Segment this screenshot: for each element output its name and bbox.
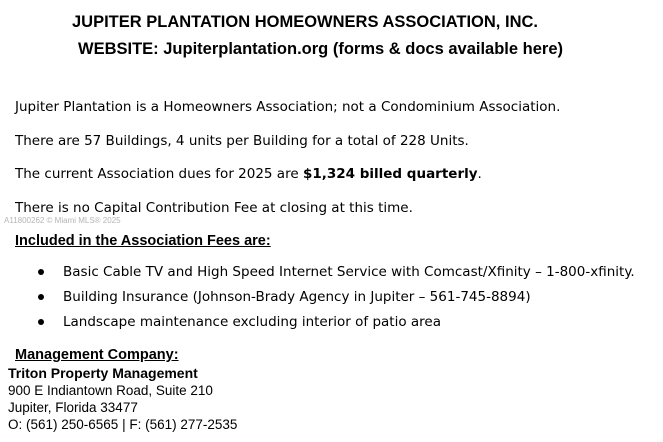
dues-line <box>15 166 482 182</box>
fee-item-text: Landscape maintenance excluding interior of patio area <box>63 314 441 330</box>
units-line: There are 57 Buildings, 4 units per Building for a total of 228 Units. <box>15 133 469 149</box>
dues-prefix: The current Association dues for 2025 are <box>15 166 303 182</box>
list-item <box>36 289 635 314</box>
management-phone-fax: O: (561) 250-6565 | F: (561) 277-2535 <box>8 417 238 432</box>
management-address-line1: 900 E Indiantown Road, Suite 210 <box>8 383 213 398</box>
fees-heading: Included in the Association Fees are: <box>15 233 271 249</box>
website-line: WEBSITE: Jupiterplantation.org (forms & docs available here) <box>78 40 563 58</box>
mls-watermark: A11800262 © Miami MLS® 2025 <box>4 216 121 225</box>
dues-amount: $1,324 billed quarterly <box>302 166 478 182</box>
bullet-icon <box>38 269 44 275</box>
dues-suffix: . <box>477 166 482 182</box>
bullet-icon <box>38 319 44 325</box>
management-company-name: Triton Property Management <box>8 365 198 381</box>
document-title: JUPITER PLANTATION HOMEOWNERS ASSOCIATION, INC. <box>72 13 538 31</box>
management-heading: Management Company: <box>15 347 179 363</box>
fee-item-text: Basic Cable TV and High Speed Internet Service with Comcast/Xfinity – 1-800-xfinity. <box>63 264 635 280</box>
fees-list <box>36 264 635 339</box>
management-address-line2: Jupiter, Florida 33477 <box>8 400 138 415</box>
capital-contribution-line: There is no Capital Contribution Fee at closing at this time. <box>15 200 413 216</box>
bullet-icon <box>38 294 44 300</box>
hoa-type-line: Jupiter Plantation is a Homeowners Association; not a Condominium Association. <box>15 99 561 115</box>
list-item <box>36 264 635 289</box>
fee-item-text: Building Insurance (Johnson-Brady Agency in Jupiter – 561-745-8894) <box>63 289 531 305</box>
list-item <box>36 314 635 339</box>
